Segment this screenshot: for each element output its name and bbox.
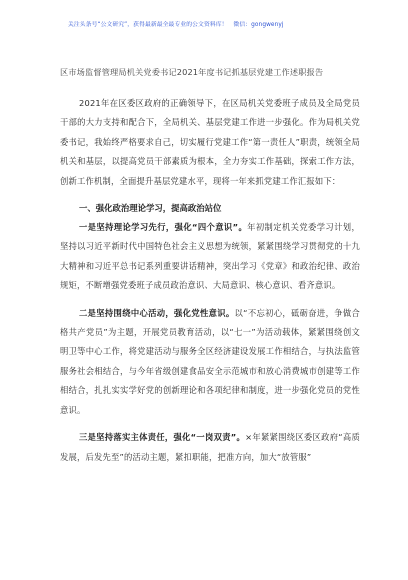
paragraph-3-body: ×年紧紧围绕区委区政府“高质发展，后发先至”的活动主题，紧扣职能，把准方向，加大“放管服” — [60, 432, 360, 462]
paragraph-3 — [60, 428, 360, 467]
paragraph-2-body: 以“不忘初心，砥砺奋进，争做合格共产党员”为主题，开展党员教育活动，以“七一”为活动载体，紧紧围绕创文明卫等中心工作，将党建活动与服务全区经济建设发展工作相结合，与执法监管服务社会相结合，与今年省级创建食品安全示范城市和放心消费城市创建等工作相结合，扎扎实实学好党的创新理论和各项纪律和制度，进一步强化党员的党性意识。 — [60, 307, 360, 415]
paragraph-2-lead: 二是坚持围绕中心活动，强化党性意识。 — [79, 307, 235, 318]
paragraph-1 — [60, 218, 360, 296]
intro-paragraph: 2021年在区委区政府的正确领导下，在区局机关党委班子成员及全局党员干部的大力支持和配合下，全局机关、基层党建工作进一步强化。作为局机关党委书记，我始终严格要求自己，切实履行党建工作“第一责任人”职责，统领全局机关和基层，以提高党员干部素质为根本，全力夯实工作基础，探索工作方法，创新工作机制，全面提升基层党建水平，现将一年来抓党建工作汇报如下： — [60, 98, 360, 186]
section-heading: 一、强化政治理论学习，提高政治站位 — [79, 203, 222, 214]
paragraph-1-body: 年初制定机关党委学习计划，坚持以习近平新时代中国特色社会主义思想为统领，紧紧围绕学习贯彻党的十九大精神和习近平总书记系列重要讲话精神，突出学习《党章》和政治纪律、政治规矩，不断增强党委班子成员政治意识、大局意识、核心意识、看齐意识。 — [60, 222, 360, 291]
paragraph-2 — [60, 304, 360, 420]
document-body — [60, 94, 360, 467]
paragraph-1-lead: 一是坚持理论学习先行，强化“四个意识”。 — [79, 222, 248, 233]
banner-text: 关注头条号“公文研究”，获得最新最全最专业的公文资料库！ 微信：gongwenyj — [68, 22, 284, 28]
paragraph-3-lead: 三是坚持落实主体责任，强化“一岗双责”。 — [79, 432, 246, 443]
promo-banner — [68, 18, 336, 32]
document-title: 区市场监督管理局机关党委书记2021年度书记抓基层党建工作述职报告 — [60, 67, 324, 77]
